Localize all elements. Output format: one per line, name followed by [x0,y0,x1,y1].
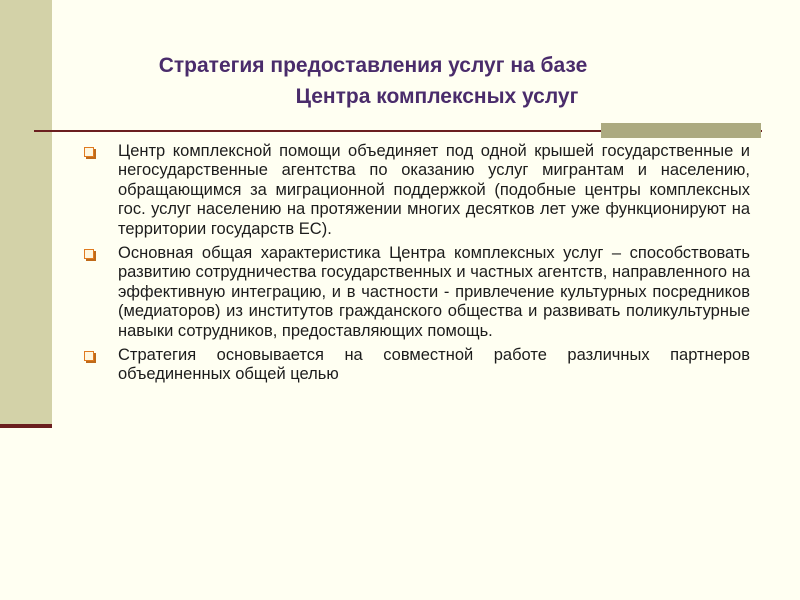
square-bullet-icon [84,249,94,259]
slide-title [100,50,710,112]
square-bullet-icon [84,147,94,157]
divider-accent-block [601,123,761,138]
bullet-list [84,142,750,390]
bullet-item [84,142,750,239]
square-bullet-icon [84,351,94,361]
bullet-text: Центр комплексной помощи объединяет под одной крышей государственные и негосударственные агентства по оказанию услуг мигрантам и населению, обращающимся за миграционной поддержкой (подобные центры комплексных гос. услуг населению на протяжении многих десятков лет уже функционируют на территории государств ЕС). [118,142,750,238]
bullet-text: Основная общая характеристика Центра комплексных услуг – способствовать развитию сотрудничества государственных и частных агентств, направленного на эффективную интеграцию, и в частности - привлечение культурных посредников (медиаторов) из институтов гражданского общества и развивать поликультурные навыки сотрудников, предоставляющих помощь. [118,244,750,340]
slide-title-line-1: Стратегия предоставления услуг на базе [158,54,588,77]
bullet-item [84,244,750,341]
slide-title-line-2: Центра комплексных услуг [295,85,579,108]
side-band-underline [0,424,52,428]
bullet-text: Стратегия основывается на совместной работе различных партнеров объединенных общей целью [118,346,750,384]
bullet-item [84,346,750,385]
side-decor-band [0,0,52,428]
